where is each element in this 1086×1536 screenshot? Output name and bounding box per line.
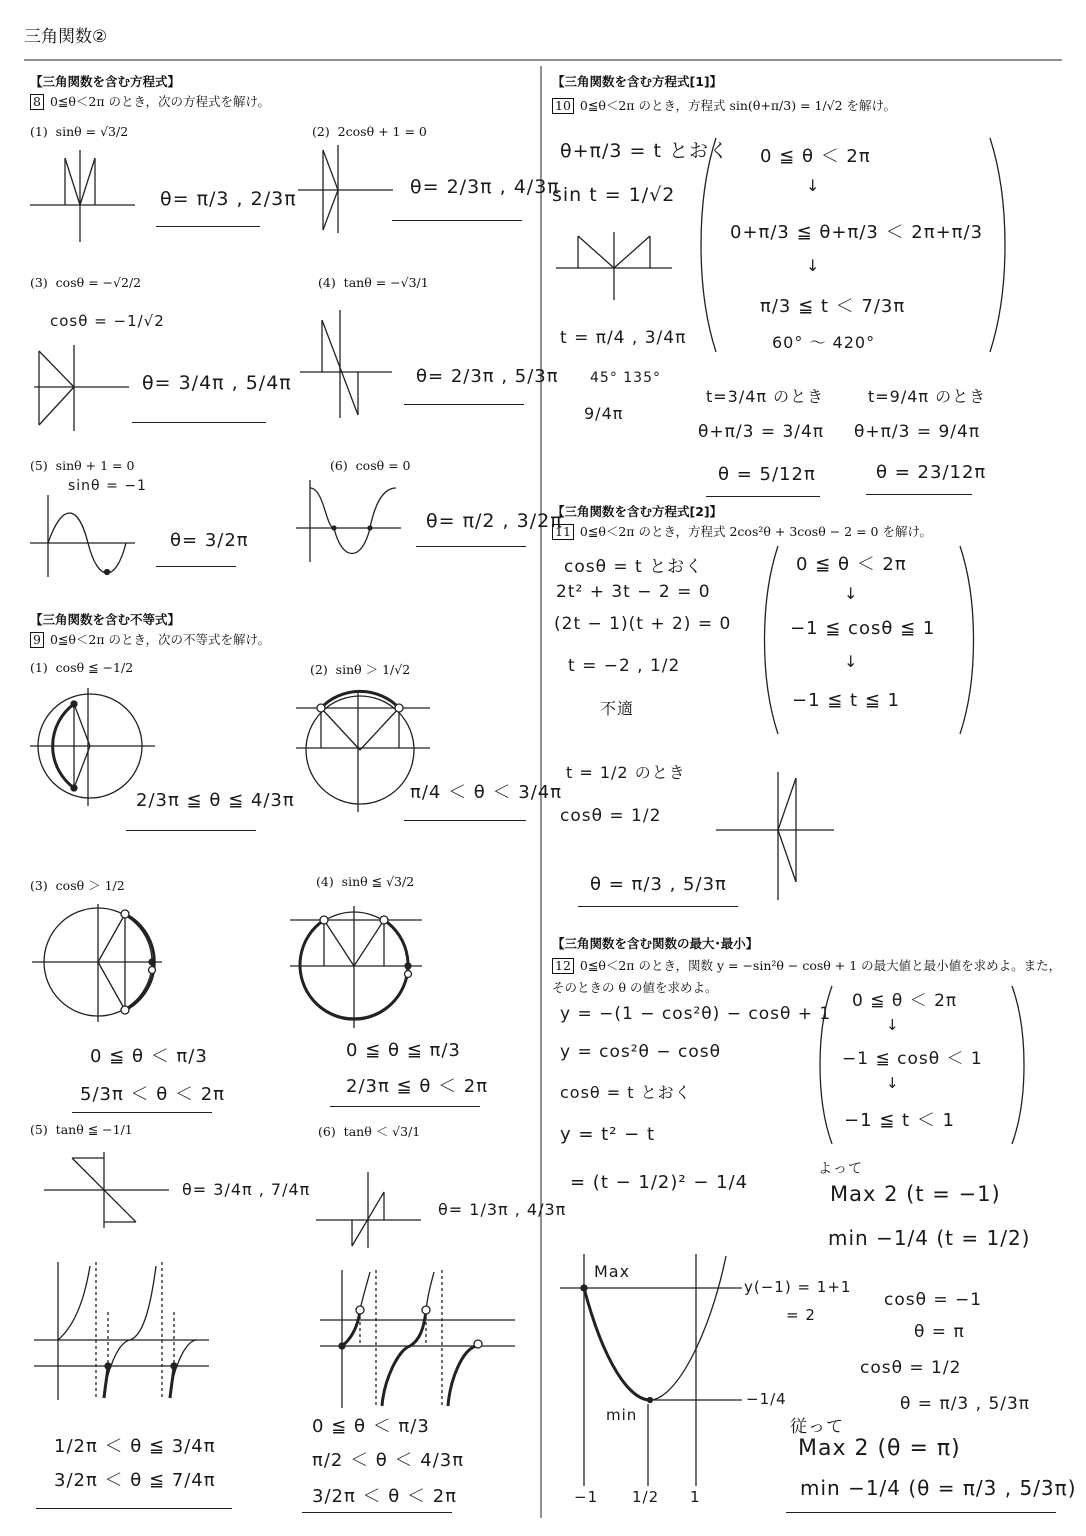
work-line: y = cos²θ − cosθ <box>560 1042 721 1062</box>
problem-8-prompt <box>30 92 270 110</box>
answer-underline <box>132 422 266 423</box>
left-sec1-heading: 【三角関数を含む方程式】 <box>30 74 181 89</box>
problem-number: 9 <box>30 632 44 648</box>
result-line: よって <box>818 1161 863 1177</box>
parabola-graph <box>560 1254 740 1494</box>
work-line: θ+π/3 = t とおく <box>560 140 729 162</box>
prompt-text: 0≦θ＜2π のとき，次の方程式を解け。 <box>49 94 271 109</box>
eq-item-3 <box>30 275 141 290</box>
graph-label-min: min <box>606 1406 638 1424</box>
item-equation: sinθ = √3/2 <box>55 124 129 139</box>
item-equation: cosθ = 0 <box>355 458 411 473</box>
range-line: −1 ≦ t ＜ 1 <box>844 1110 956 1131</box>
result-line: min −1/4 (t = 1/2) <box>828 1226 1031 1250</box>
work-line: cosθ = t とおく <box>560 1083 692 1102</box>
range-line: −1 ≦ cosθ ≦ 1 <box>790 618 936 639</box>
answer-underline <box>72 1112 212 1113</box>
cos-line: θ = π/3 , 5/3π <box>900 1394 1031 1414</box>
prompt-text: 0≦θ＜2π のとき，方程式 2cos²θ + 3cosθ − 2 = 0 を解け。 <box>579 524 932 539</box>
problem-10-prompt <box>552 96 896 114</box>
item-equation: 2cosθ + 1 = 0 <box>337 124 427 139</box>
answer-line-2: 2/3π ≦ θ ＜ 2π <box>346 1076 489 1097</box>
right-sec1-heading: 【三角関数を含む方程式[1]】 <box>552 74 723 89</box>
range-arrow: ↓ <box>886 1016 900 1034</box>
answer-underline <box>302 1512 452 1513</box>
ineq-item-3 <box>30 876 125 894</box>
answer: θ= 3/4π , 5/4π <box>142 372 292 394</box>
tangent-curve-graph <box>320 1270 520 1410</box>
item-label: (5) <box>30 1122 48 1137</box>
work-line: cosθ = t とおく <box>564 557 704 577</box>
answer-line-3: 3/2π ＜ θ ＜ 2π <box>312 1486 457 1507</box>
work-line: (2t − 1)(t + 2) = 0 <box>554 614 732 634</box>
cosine-graph <box>296 480 406 565</box>
range-arrow: ↓ <box>844 584 859 603</box>
answer-underline <box>36 1508 232 1509</box>
ineq-item-2 <box>310 660 410 678</box>
range-line: 0 ≦ θ ＜ 2π <box>760 146 871 167</box>
answer-line-2: 5/3π ＜ θ ＜ 2π <box>80 1084 225 1105</box>
eq-item-4 <box>318 275 429 290</box>
answer-underline <box>706 496 820 497</box>
item-equation: tanθ = −√3/1 <box>343 275 429 290</box>
item-label: (2) <box>310 662 328 677</box>
item-label: (5) <box>30 458 48 473</box>
item-label: (3) <box>30 878 48 893</box>
problem-number: 12 <box>552 958 574 974</box>
case-answer: θ = 5/12π <box>718 464 816 485</box>
answer: 2/3π ≦ θ ≦ 4/3π <box>136 790 295 811</box>
item-equation: sinθ + 1 = 0 <box>55 458 135 473</box>
work-line: t = π/4 , 3/4π <box>560 328 687 348</box>
case-answer: θ = 23/12π <box>876 462 987 483</box>
page-title: 三角関数② <box>24 27 108 47</box>
item-label: (1) <box>30 660 48 675</box>
problem-number: 8 <box>30 94 44 110</box>
problem-number: 10 <box>552 98 574 114</box>
problem-12-prompt <box>552 956 1061 974</box>
range-arrow: ↓ <box>806 256 821 275</box>
prompt-text-2: そのときの θ の値を求めよ。 <box>552 980 718 995</box>
tangent-diagram <box>300 310 400 420</box>
item-label: (2) <box>312 124 330 139</box>
item-equation: tanθ ≦ −1/1 <box>55 1122 133 1137</box>
work-line: = (t − 1/2)² − 1/4 <box>570 1172 749 1193</box>
item-label: (6) <box>330 458 348 473</box>
ineq-item-4 <box>316 874 414 889</box>
graph-tick-m1: −1 <box>574 1488 599 1506</box>
work-line: 45° 135° <box>590 370 661 386</box>
problem-11-prompt <box>552 522 932 540</box>
answer-underline <box>392 220 522 221</box>
answer-line-2: 3/2π ＜ θ ≦ 7/4π <box>54 1470 216 1491</box>
item-label: (4) <box>318 275 336 290</box>
unit-circle-diagram <box>290 906 430 1030</box>
final-line: Max 2 (θ = π) <box>798 1436 961 1461</box>
graph-label-yval: y(−1) = 1+1 <box>744 1278 852 1296</box>
answer-line-1: 0 ≦ θ ≦ π/3 <box>346 1040 461 1061</box>
answer-underline <box>866 494 972 495</box>
case-line: θ+π/3 = 9/4π <box>854 422 981 442</box>
final-line: 従って <box>790 1417 844 1437</box>
item-equation: sinθ ＞ 1/√2 <box>335 662 411 677</box>
item-label: (4) <box>316 874 334 889</box>
left-sec2-heading: 【三角関数を含む不等式】 <box>30 612 181 627</box>
range-line: 60° 〜 420° <box>772 333 876 352</box>
work-line: cosθ = 1/2 <box>560 806 662 826</box>
cos-line: cosθ = −1 <box>884 1290 983 1310</box>
answer-underline <box>404 820 526 821</box>
graph-tick-half: 1/2 <box>632 1488 660 1506</box>
cos-line: cosθ = 1/2 <box>860 1358 962 1378</box>
item-equation: cosθ = −√2/2 <box>55 275 142 290</box>
unit-triangle-diagram <box>716 772 840 902</box>
eq-item-5 <box>30 458 134 473</box>
note: cosθ = −1/√2 <box>50 312 165 330</box>
cos-line: θ = π <box>914 1322 965 1342</box>
tangent-diagram <box>44 1150 174 1230</box>
unit-triangle-diagram <box>30 150 140 245</box>
answer-line-1: 1/2π ＜ θ ≦ 3/4π <box>54 1436 216 1457</box>
range-line: 0 ≦ θ ＜ 2π <box>796 554 907 575</box>
answer: θ= π/2 , 3/2π <box>426 510 563 532</box>
item-equation: cosθ ＞ 1/2 <box>55 878 125 893</box>
answer-line-2: π/2 ＜ θ ＜ 4/3π <box>312 1450 465 1471</box>
unit-circle-diagram <box>32 904 172 1024</box>
work-line: sin t = 1/√2 <box>552 184 676 206</box>
sine-graph <box>30 495 140 580</box>
work-line: t = −2 , 1/2 <box>568 656 681 676</box>
work-line: 不適 <box>600 699 635 718</box>
eq-item-1 <box>30 124 128 139</box>
range-line: 0+π/3 ≦ θ+π/3 ＜ 2π+π/3 <box>730 222 984 243</box>
range-line: −1 ≦ cosθ ＜ 1 <box>842 1049 983 1069</box>
answer: θ= 2/3π , 4/3π <box>410 176 560 198</box>
graph-label-ylow: −1/4 <box>746 1390 787 1408</box>
answer: θ= 3/4π , 7/4π <box>182 1180 311 1199</box>
item-equation: cosθ ≦ −1/2 <box>55 660 134 675</box>
note: sinθ = −1 <box>68 478 147 494</box>
case-line: t=3/4π のとき <box>706 387 825 406</box>
eq-item-6 <box>330 458 411 473</box>
case-line: t=9/4π のとき <box>868 387 987 406</box>
answer: θ = π/3 , 5/3π <box>590 874 727 895</box>
ineq-item-1 <box>30 660 133 675</box>
answer: π/4 ＜ θ ＜ 3/4π <box>410 782 563 803</box>
answer-underline <box>156 566 236 567</box>
result-line: Max 2 (t = −1) <box>830 1182 1001 1206</box>
item-label: (3) <box>30 275 48 290</box>
answer: θ= 3/2π <box>170 530 249 551</box>
prompt-text: 0≦θ＜2π のとき，方程式 sin(θ+π/3) = 1/√2 を解け。 <box>579 98 897 113</box>
unit-triangle-diagram <box>34 345 134 435</box>
unit-triangle-diagram <box>556 232 676 302</box>
unit-triangle-diagram <box>298 145 398 235</box>
work-line: 9/4π <box>584 404 624 423</box>
work-line: y = t² − t <box>560 1124 656 1145</box>
answer: θ= 2/3π , 5/3π <box>416 366 559 387</box>
eq-item-2 <box>312 124 427 139</box>
answer-underline <box>330 1106 480 1107</box>
answer-line-1: 0 ≦ θ ＜ π/3 <box>312 1416 430 1437</box>
tangent-curve-graph <box>34 1262 214 1402</box>
right-sec3-heading: 【三角関数を含む関数の最大･最小】 <box>552 936 759 951</box>
range-line: 0 ≦ θ ＜ 2π <box>852 991 958 1011</box>
work-line: y = −(1 − cos²θ) − cosθ + 1 <box>560 1004 832 1024</box>
answer-underline <box>156 226 260 227</box>
prompt-text: 0≦θ＜2π のとき，次の不等式を解け。 <box>49 632 271 647</box>
item-equation: sinθ ≦ √3/2 <box>341 874 415 889</box>
range-line: π/3 ≦ t ＜ 7/3π <box>760 296 906 317</box>
answer-underline <box>126 830 256 831</box>
ineq-item-5 <box>30 1122 133 1137</box>
answer: θ= π/3 , 2/3π <box>160 188 297 210</box>
range-arrow: ↓ <box>844 652 859 671</box>
right-sec2-heading: 【三角関数を含む方程式[2]】 <box>552 504 723 519</box>
work-line: 2t² + 3t − 2 = 0 <box>556 582 711 602</box>
range-line: −1 ≦ t ≦ 1 <box>792 690 901 711</box>
ineq-item-6 <box>318 1122 420 1140</box>
answer-underline <box>404 404 524 405</box>
answer: θ= 1/3π , 4/3π <box>438 1200 567 1219</box>
item-label: (6) <box>318 1124 336 1139</box>
answer-underline <box>416 546 526 547</box>
graph-label-max: Max <box>594 1262 631 1281</box>
problem-9-prompt <box>30 630 270 648</box>
case-line: θ+π/3 = 3/4π <box>698 422 825 442</box>
answer-line-1: 0 ≦ θ ＜ π/3 <box>90 1046 208 1067</box>
graph-tick-1: 1 <box>690 1488 701 1506</box>
tangent-diagram <box>316 1170 426 1250</box>
item-equation: tanθ ＜ √3/1 <box>343 1124 421 1139</box>
answer-underline <box>578 906 738 907</box>
work-line: t = 1/2 のとき <box>566 763 686 782</box>
range-arrow: ↓ <box>806 176 821 195</box>
range-arrow: ↓ <box>886 1074 900 1092</box>
answer-underline <box>786 1512 1056 1513</box>
prompt-text: 0≦θ＜2π のとき，関数 y = −sin²θ − cosθ + 1 の最大値と最小値を求めよ。また， <box>579 958 1062 973</box>
item-label: (1) <box>30 124 48 139</box>
problem-number: 11 <box>552 524 574 540</box>
graph-label-yval2: = 2 <box>786 1306 816 1324</box>
final-line: min −1/4 (θ = π/3 , 5/3π) <box>800 1476 1077 1500</box>
